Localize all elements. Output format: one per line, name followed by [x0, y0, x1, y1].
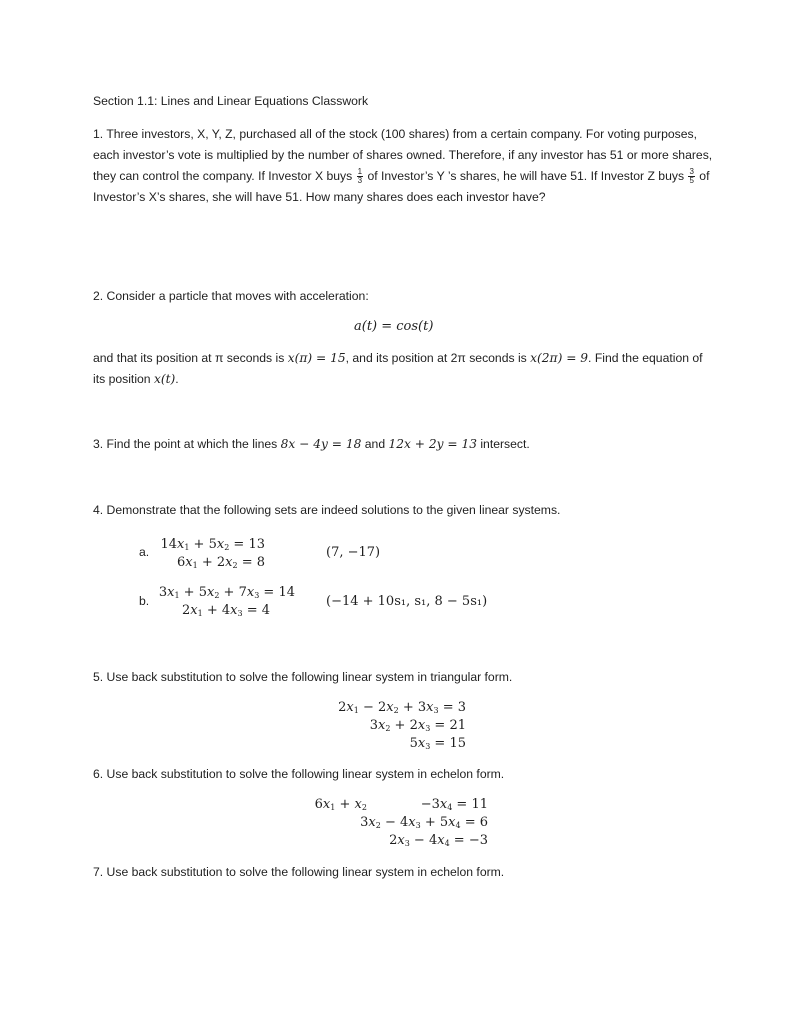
part-a-label: a. — [139, 545, 150, 559]
page-title: Section 1.1: Lines and Linear Equations Classwork — [93, 94, 369, 108]
problem-6-intro: 6. Use back substitution to solve the following linear system in echelon form. — [93, 767, 505, 781]
system-5: $2x_1 - 2x_2 + 3x_3 = 3$ $3x_2 + 2x_3 = 21$ $5x_3 = 15$ — [338, 700, 466, 751]
problem-3-text-3: intersect. — [480, 437, 530, 451]
problem-4-intro: 4. Demonstrate that the following sets are indeed solutions to the given linear systems. — [93, 503, 561, 517]
acceleration-equation: a(t) = cos(t) — [354, 319, 434, 334]
problem-2-text-2: , and its position at 2π seconds is — [345, 351, 527, 365]
problem-5-intro: 5. Use back substitution to solve the following linear system in triangular form. — [93, 670, 513, 684]
problem-2-text-3: . Find the equation of its position — [93, 351, 703, 386]
problem-2-body — [93, 348, 713, 390]
fraction-three-fifths: $\frac{3}{5}$ — [689, 167, 694, 186]
part-b-label: b. — [139, 594, 150, 608]
problem-3-text-1: 3. Find the point at which the lines — [93, 437, 278, 451]
system-b: $3x_1 + 5x_2 + 7x_3 = 14$ $2x_1 + 4x_3 = 4$ — [158, 585, 295, 618]
system-6: $6x_1 + x_2$ $-3x_4 = 11$ $3x_2 - 4x_3 + 5x_4 = 6$ $2x_3 - 4x_4 = -3$ — [314, 797, 488, 848]
solution-a: (7, −17) — [326, 545, 381, 560]
problem-1-text-c: of Investor’s X’s shares, she will have 51. How many shares does each investor have? — [93, 169, 710, 204]
problem-1-text-b: of Investor’s Y ’s shares, he will have 51. If Investor Z buys — [367, 169, 685, 183]
problem-3 — [93, 437, 530, 451]
problem-1 — [93, 124, 713, 208]
position-at-2pi: x(2π) = 9 — [530, 351, 589, 365]
problem-2-intro: 2. Consider a particle that moves with acceleration: — [93, 289, 369, 303]
system-a: $14x_1 + 5x_2 = 13$ $6x_1 + 2x_2 = 8$ — [160, 537, 265, 570]
problem-2-text-4: . — [175, 372, 179, 386]
problem-1-text-a: 1. Three investors, X, Y, Z, purchased all of the stock (100 shares) from a certain company. For voting purposes, each investor’s vote is multiplied by the number of shares owned. Therefore, if any investor has 51 or more shares, they can control the company. If Investor X buys — [93, 127, 713, 183]
solution-b: (−14 + 10s₁, s₁, 8 − 5s₁) — [326, 594, 488, 609]
position-function: x(t) — [153, 372, 176, 386]
line-equation-2: 12x + 2y = 13 — [388, 437, 477, 451]
position-at-pi: x(π) = 15 — [287, 351, 346, 365]
problem-7-intro: 7. Use back substitution to solve the following linear system in echelon form. — [93, 865, 505, 879]
line-equation-1: 8x − 4y = 18 — [280, 437, 362, 451]
fraction-one-third: $\frac{1}{3}$ — [357, 167, 363, 186]
problem-2-text-1: and that its position at π seconds is — [93, 351, 285, 365]
problem-3-text-2: and — [364, 437, 386, 451]
